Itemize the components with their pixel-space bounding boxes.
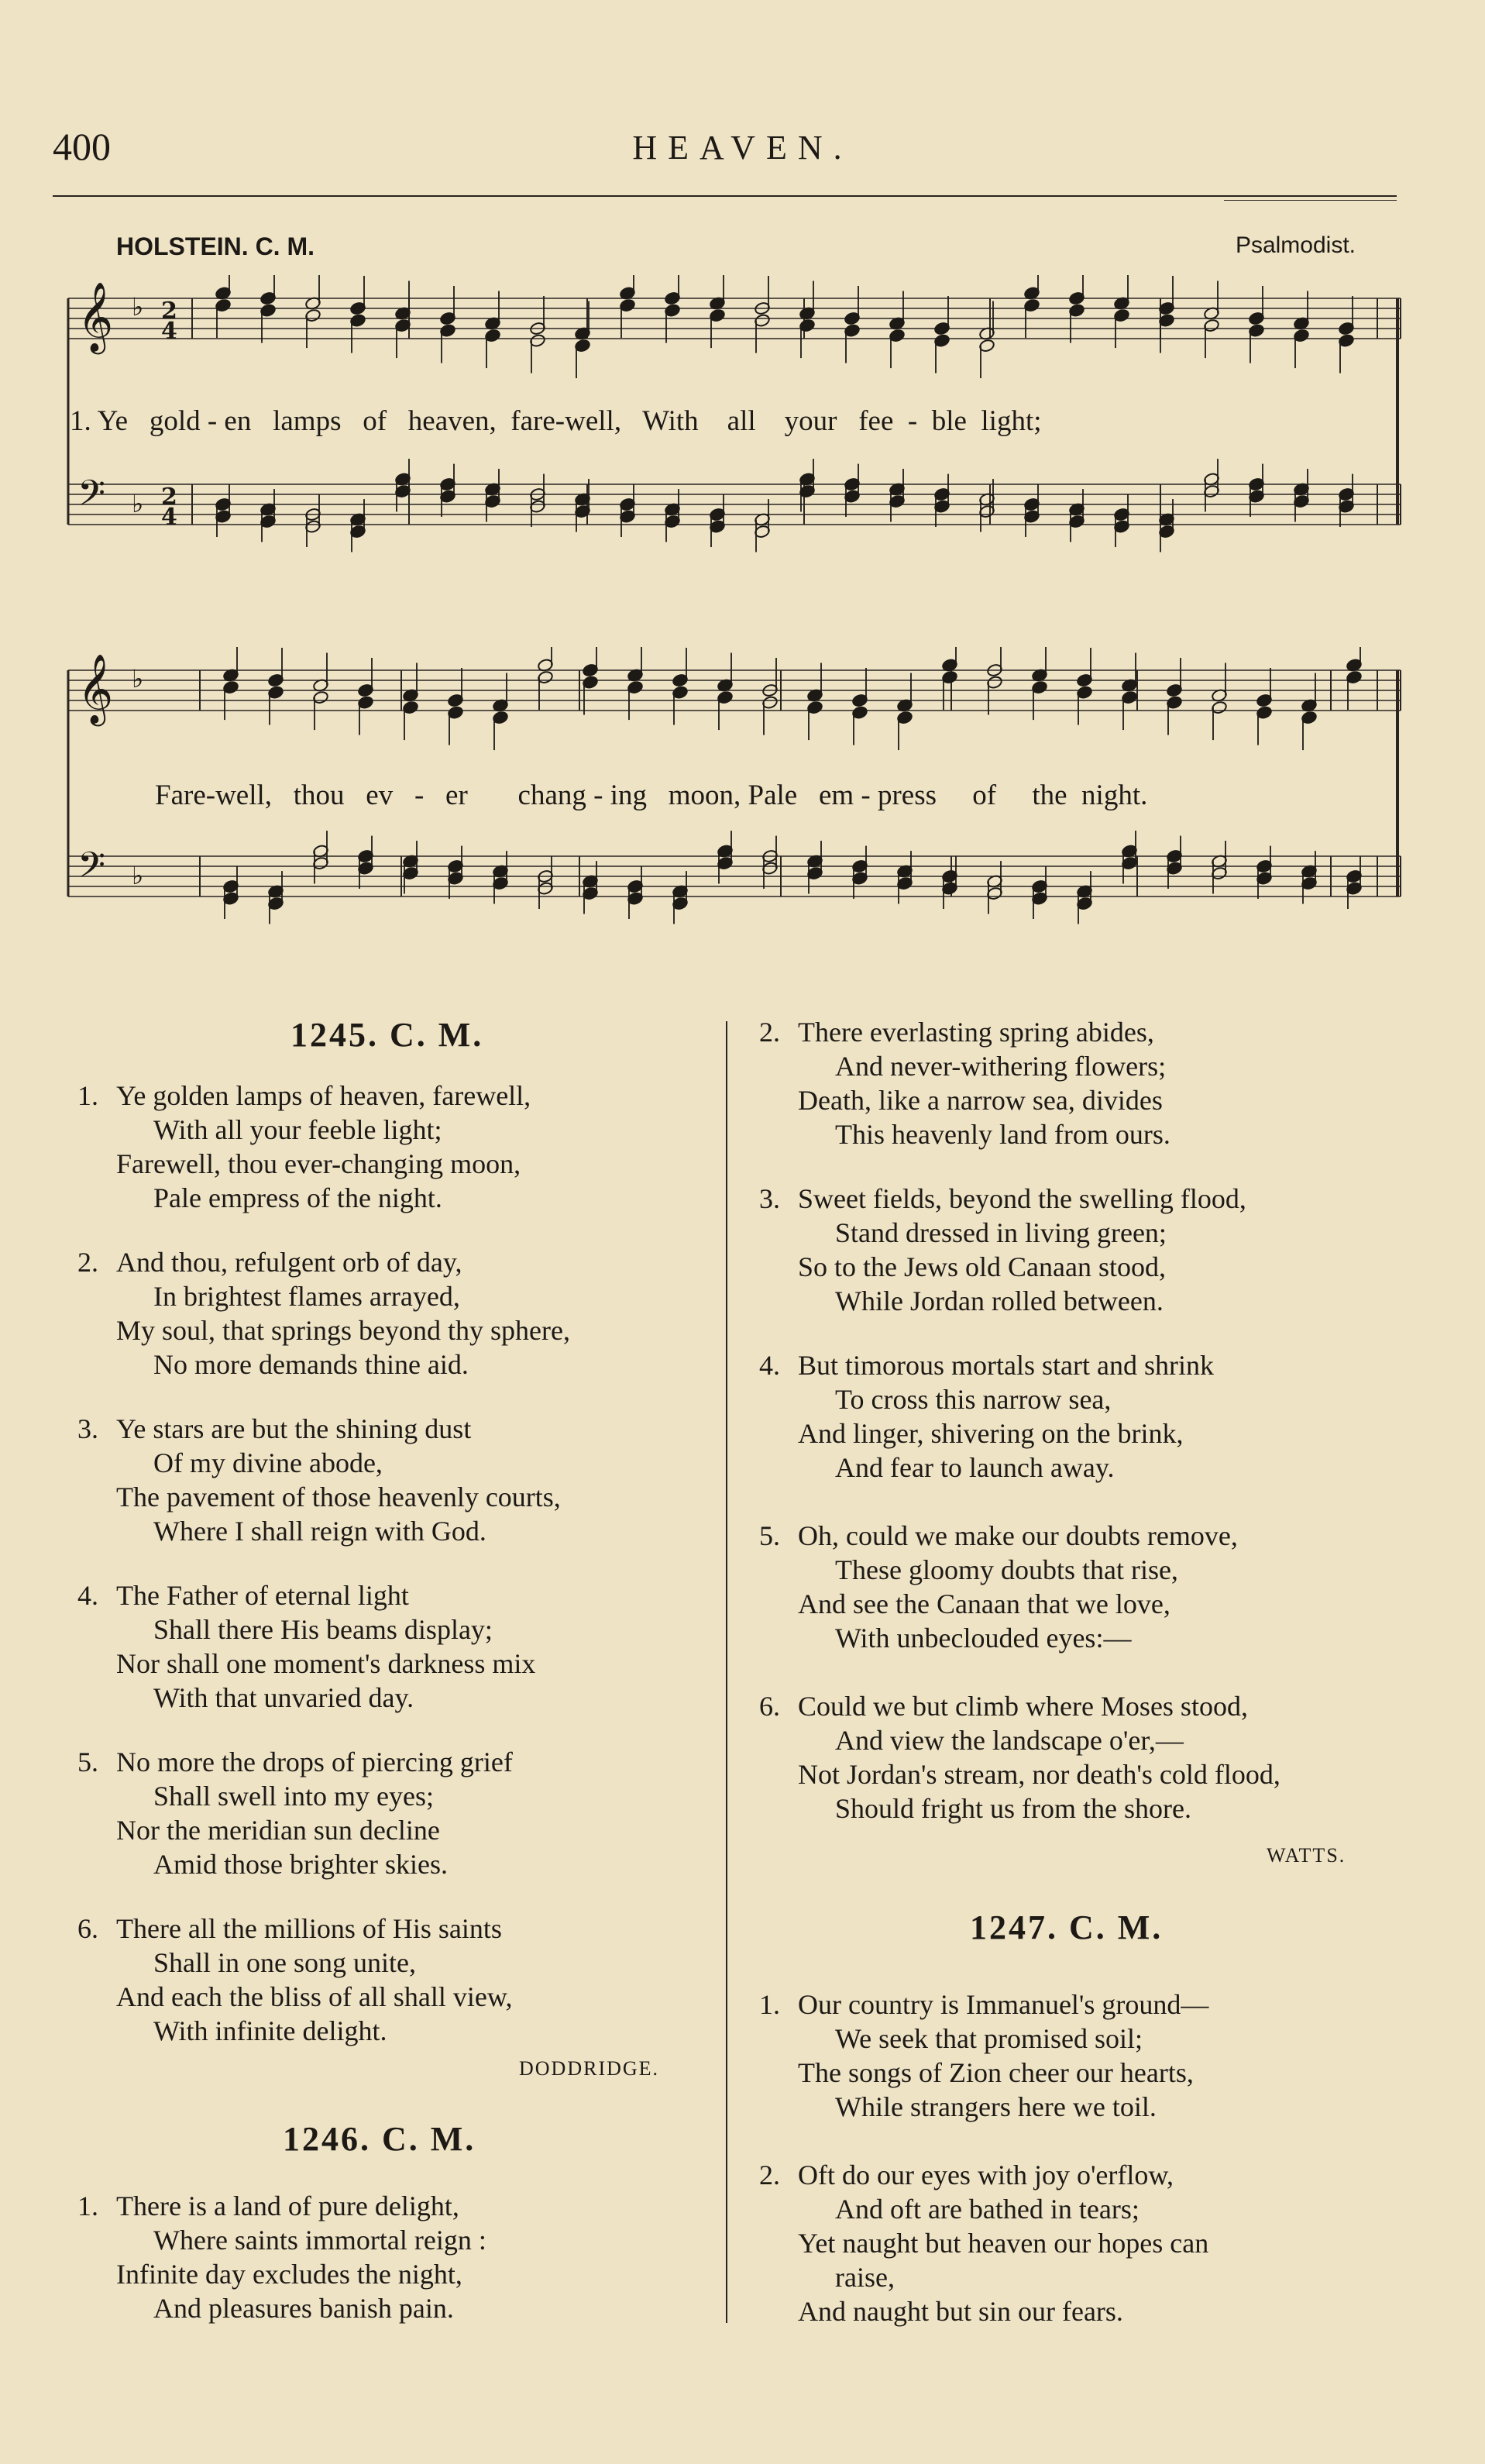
- stanza-line: [77, 1779, 513, 1813]
- stanza-line: [759, 1083, 1170, 1117]
- treble-staff: [68, 647, 1401, 750]
- stanza-text: Not Jordan's stream, nor death's cold flood,: [798, 1759, 1280, 1790]
- stanza-line: [77, 1446, 561, 1480]
- header-rule-secondary: [1224, 200, 1397, 201]
- stanza-text: And see the Canaan that we love,: [798, 1588, 1170, 1619]
- stanza-line: [759, 1216, 1246, 1250]
- bass-staff: [68, 459, 1401, 552]
- stanza-line: [77, 1813, 513, 1847]
- stanza-line: [759, 1757, 1280, 1791]
- hymn-1246-stanza: [759, 1519, 1238, 1655]
- stanza-line: [759, 1284, 1246, 1318]
- time-signature-top: 2: [161, 298, 177, 325]
- stanza-line: [77, 1912, 513, 1946]
- stanza-line: [759, 1519, 1238, 1553]
- stanza-text: No more demands thine aid.: [153, 1349, 469, 1380]
- stanza-text: There all the millions of His saints: [116, 1913, 502, 1944]
- header-rule: [53, 195, 1397, 197]
- stanza-line: [77, 1612, 535, 1647]
- stanza-text: Pale empress of the night.: [153, 1182, 442, 1213]
- stanza-text: Oft do our eyes with joy o'erflow,: [798, 2159, 1174, 2190]
- author-watts: WATTS.: [1267, 1844, 1346, 1867]
- stanza-text: And oft are bathed in tears;: [835, 2194, 1140, 2225]
- stanza-line: [77, 1681, 535, 1715]
- stanza-number: 5.: [759, 1520, 780, 1551]
- treble-staff: [68, 275, 1401, 378]
- stanza-line: [759, 1791, 1280, 1826]
- stanza-line: [77, 1347, 570, 1382]
- stanza-line: [759, 1987, 1208, 2022]
- stanza-text: Our country is Immanuel's ground—: [798, 1989, 1209, 2020]
- stanza-number: 2.: [759, 2159, 780, 2190]
- stanza-line: [77, 1514, 561, 1548]
- stanza-text: In brightest flames arrayed,: [153, 1281, 460, 1312]
- stanza-line: [759, 2260, 1208, 2294]
- stanza-line: [77, 1946, 513, 1980]
- stanza-line: [759, 2192, 1208, 2226]
- stanza-number: 2.: [759, 1017, 780, 1048]
- stanza-text: And pleasures banish pain.: [153, 2293, 454, 2324]
- stanza-line: [759, 1723, 1280, 1757]
- stanza-line: [759, 1049, 1170, 1083]
- stanza-number: 2.: [77, 1247, 98, 1278]
- stanza-line: [759, 1182, 1246, 1216]
- stanza-text: There everlasting spring abides,: [798, 1017, 1154, 1048]
- stanza-text: Could we but climb where Moses stood,: [798, 1691, 1248, 1722]
- stanza-text: Ye golden lamps of heaven, farewell,: [116, 1080, 531, 1111]
- hymn-1245-stanza: [77, 1578, 535, 1715]
- stanza-line: [77, 1147, 531, 1181]
- stanza-text: Shall in one song unite,: [153, 1947, 416, 1978]
- stanza-text: Yet naught but heaven our hopes can: [798, 2228, 1209, 2259]
- stanza-line: [759, 2294, 1208, 2328]
- stanza-line: [77, 1079, 531, 1113]
- hymn-number-1247: 1247. C. M.: [970, 1908, 1164, 1946]
- time-signature-bottom: 4: [161, 504, 177, 531]
- stanza-number: 1.: [759, 1989, 780, 2020]
- stanza-line: [77, 2223, 486, 2257]
- notes: [215, 275, 1354, 378]
- stanza-text: Shall swell into my eyes;: [153, 1781, 434, 1812]
- stanza-text: To cross this narrow sea,: [835, 1384, 1112, 1415]
- lyrics-line-2: Fare-well, thou ev - er chang - ing moon, Pale em - press of the night.: [155, 779, 1148, 811]
- stanza-number: 1.: [77, 2190, 98, 2221]
- stanza-line: [759, 2022, 1208, 2056]
- stanza-line: [77, 2014, 513, 2048]
- stanza-text: Amid those brighter skies.: [153, 1849, 448, 1880]
- stanza-text: And linger, shivering on the brink,: [798, 1418, 1184, 1449]
- stanza-line: [759, 2056, 1208, 2090]
- stanza-text: The songs of Zion cheer our hearts,: [798, 2057, 1194, 2088]
- stanza-line: [77, 1245, 570, 1279]
- stanza-line: [759, 2090, 1208, 2124]
- stanza-text: We seek that promised soil;: [835, 2023, 1143, 2054]
- hymn-1246-stanza: [77, 2189, 486, 2325]
- stanza-line: [77, 1181, 531, 1215]
- stanza-text: The Father of eternal light: [116, 1580, 409, 1611]
- stanza-line: [759, 1382, 1214, 1416]
- stanza-text: But timorous mortals start and shrink: [798, 1350, 1214, 1381]
- hymn-1247-stanza: [759, 2158, 1208, 2328]
- tune-name: HOLSTEIN. C. M.: [116, 232, 315, 260]
- stanza-text: Stand dressed in living green;: [835, 1217, 1167, 1248]
- stanza-line: [759, 1587, 1238, 1621]
- stanza-text: Sweet fields, beyond the swelling flood,: [798, 1183, 1246, 1214]
- stanza-line: [77, 1847, 513, 1881]
- stanza-text: These gloomy doubts that rise,: [835, 1554, 1178, 1585]
- stanza-line: [77, 1313, 570, 1347]
- stanza-text: Shall there His beams display;: [153, 1614, 493, 1645]
- page-number: 400: [53, 125, 111, 168]
- stanza-line: [759, 2226, 1208, 2260]
- hymn-1245-stanza: [77, 1245, 570, 1382]
- hymn-1246-stanza: [759, 1689, 1280, 1826]
- hymn-1246-stanza: [759, 1348, 1214, 1485]
- stanza-line: [759, 2158, 1208, 2192]
- stanza-text: Nor shall one moment's darkness mix: [116, 1648, 536, 1679]
- hymn-1246-stanza: [759, 1015, 1170, 1151]
- flat-icon: ♭: [132, 861, 144, 890]
- notes: [215, 459, 1354, 552]
- stanza-text: There is a land of pure delight,: [116, 2190, 459, 2221]
- stanza-text: Farewell, thou ever-changing moon,: [116, 1148, 521, 1179]
- stanza-text: Death, like a narrow sea, divides: [798, 1085, 1163, 1116]
- stanza-number: 3.: [77, 1413, 98, 1444]
- stanza-text: And never-withering flowers;: [835, 1051, 1167, 1082]
- stanza-line: [759, 1553, 1238, 1587]
- stanza-line: [77, 1578, 535, 1612]
- bass-staff: [68, 831, 1401, 924]
- stanza-text: So to the Jews old Canaan stood,: [798, 1251, 1166, 1282]
- stanza-line: [77, 2257, 486, 2291]
- stanza-text: Infinite day excludes the night,: [116, 2259, 462, 2290]
- time-signature-top: 2: [161, 484, 177, 511]
- stanza-line: [77, 1745, 513, 1779]
- running-title: HEAVEN.: [632, 129, 853, 167]
- stanza-text: Where I shall reign with God.: [153, 1516, 486, 1547]
- stanza-number: 6.: [759, 1691, 780, 1722]
- stanza-number: 3.: [759, 1183, 780, 1214]
- hymn-1245-stanza: [77, 1745, 513, 1881]
- treble-clef-icon: 𝄞: [77, 282, 114, 352]
- notes: [222, 647, 1362, 750]
- flat-icon: ♭: [132, 664, 144, 693]
- notes: [222, 831, 1362, 924]
- stanza-line: [759, 1689, 1280, 1723]
- lyrics-line-1: 1. Ye gold - en lamps of heaven, fare-well, With all your fee - ble light;: [70, 405, 1042, 437]
- stanza-line: [759, 1621, 1238, 1655]
- stanza-number: 4.: [77, 1580, 98, 1611]
- stanza-text: With infinite delight.: [153, 2015, 387, 2046]
- stanza-line: [77, 1113, 531, 1147]
- stanza-text: Of my divine abode,: [153, 1447, 383, 1478]
- stanza-text: With that unvaried day.: [153, 1682, 414, 1713]
- stanza-line: [759, 1348, 1214, 1382]
- stanza-text: And naught but sin our fears.: [798, 2296, 1123, 2327]
- bass-clef-icon: 𝄢: [77, 845, 106, 895]
- treble-clef-icon: 𝄞: [77, 654, 114, 724]
- column-divider: [726, 1021, 727, 2323]
- stanza-text: With all your feeble light;: [153, 1114, 442, 1145]
- stanza-text: Ye stars are but the shining dust: [116, 1413, 472, 1444]
- hymn-1245-stanza: [77, 1912, 513, 2048]
- stanza-text: And view the landscape o'er,—: [835, 1725, 1184, 1756]
- hymn-number-1246: 1246. C. M.: [283, 2120, 476, 2158]
- stanza-text: And fear to launch away.: [835, 1452, 1115, 1483]
- stanza-text: And each the bliss of all shall view,: [116, 1981, 513, 2012]
- stanza-line: [77, 1412, 561, 1446]
- stanza-line: [759, 1416, 1214, 1451]
- bass-clef-icon: 𝄢: [77, 473, 106, 523]
- stanza-line: [77, 2189, 486, 2223]
- stanza-text: This heavenly land from ours.: [835, 1119, 1170, 1150]
- hymn-1246-stanza: [759, 1182, 1246, 1318]
- stanza-line: [77, 1980, 513, 2014]
- stanza-line: [759, 1250, 1246, 1284]
- stanza-number: 6.: [77, 1913, 98, 1944]
- stanza-line: [77, 2291, 486, 2325]
- stanza-line: [77, 1480, 561, 1514]
- stanza-text: While strangers here we toil.: [835, 2091, 1157, 2122]
- author-doddridge: DODDRIDGE.: [519, 2057, 660, 2080]
- stanza-line: [759, 1015, 1170, 1049]
- flat-icon: ♭: [132, 292, 144, 322]
- stanza-text: And thou, refulgent orb of day,: [116, 1247, 462, 1278]
- stanza-line: [77, 1647, 535, 1681]
- stanza-number: 1.: [77, 1080, 98, 1111]
- stanza-text: Where saints immortal reign :: [153, 2225, 486, 2256]
- stanza-line: [759, 1451, 1214, 1485]
- stanza-number: 4.: [759, 1350, 780, 1381]
- stanza-text: The pavement of those heavenly courts,: [116, 1481, 561, 1512]
- stanza-number: 5.: [77, 1746, 98, 1777]
- stanza-text: With unbeclouded eyes:—: [835, 1623, 1132, 1654]
- time-signature-bottom: 4: [161, 318, 177, 345]
- stanza-text: Oh, could we make our doubts remove,: [798, 1520, 1238, 1551]
- stanza-text: No more the drops of piercing grief: [116, 1746, 513, 1777]
- stanza-text: Nor the meridian sun decline: [116, 1815, 440, 1846]
- stanza-text: While Jordan rolled between.: [835, 1285, 1164, 1316]
- hymn-1245-stanza: [77, 1079, 531, 1215]
- stanza-line: [759, 1117, 1170, 1151]
- stanza-text: Should fright us from the shore.: [835, 1793, 1191, 1824]
- stanza-line: [77, 1279, 570, 1313]
- hymn-number-1245: 1245. C. M.: [290, 1016, 484, 1054]
- stanza-text: My soul, that springs beyond thy sphere,: [116, 1315, 570, 1346]
- composer: Psalmodist.: [1235, 232, 1356, 258]
- stanza-text: raise,: [835, 2262, 895, 2293]
- hymn-1247-stanza: [759, 1987, 1208, 2124]
- hymn-1245-stanza: [77, 1412, 561, 1548]
- flat-icon: ♭: [132, 489, 144, 518]
